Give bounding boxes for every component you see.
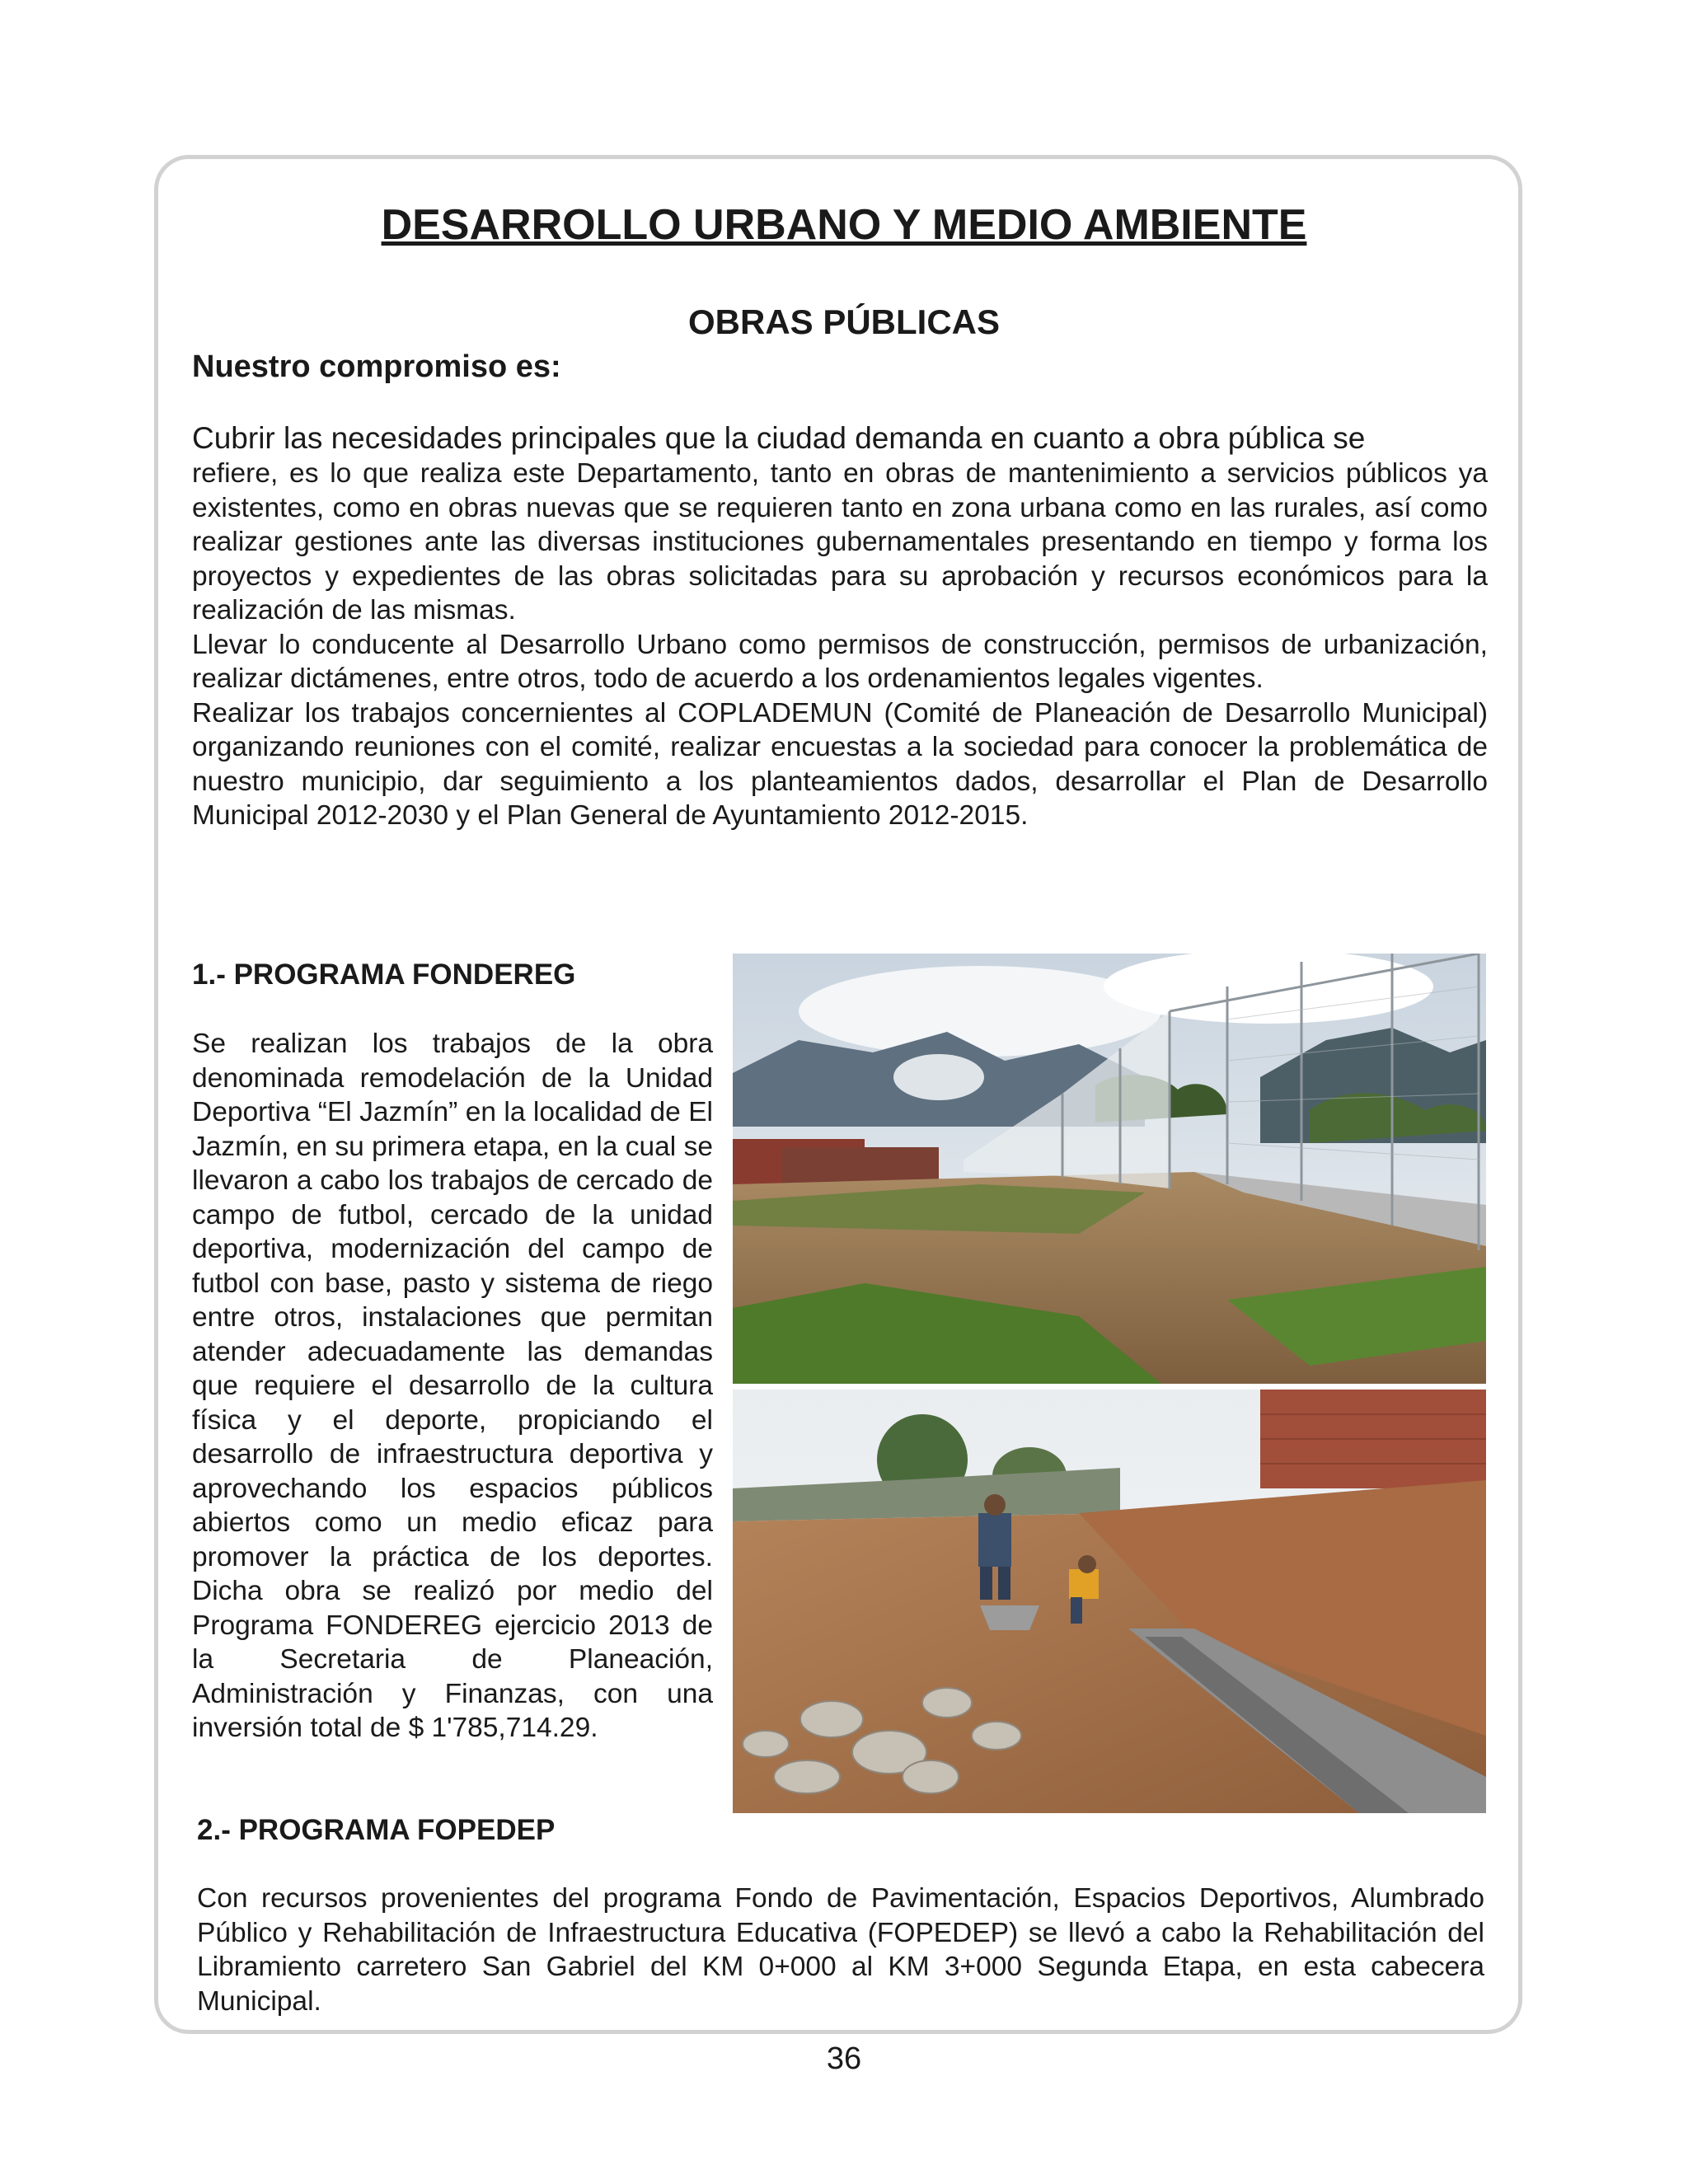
intro-text [192,419,1488,833]
page-number: 36 [826,2041,862,2076]
compromiso-label: Nuestro compromiso es: [192,349,561,384]
photo-sports-field-fence [733,954,1486,1384]
intro-paragraph-3: Realizar los trabajos concernientes al COPLADEMUN (Comité de Planeación de Desarrollo Municipal) organizando reuniones con el comité, realizar encuestas a la sociedad para conocer la problemática de nuestro municipio, dar seguimiento a los planteamientos dados, desarrollar el Plan de Desarrollo Municipal 2012-2030 y el Plan General de Ayuntamiento 2012-2015. [192,697,1488,831]
intro-paragraph-2: Llevar lo conducente al Desarrollo Urbano como permisos de construcción, permisos de urbanización, realizar dictámenes, entre otros, todo de acuerdo a los ordenamientos legales vigentes. [192,629,1488,694]
page-title: DESARROLLO URBANO Y MEDIO AMBIENTE [381,201,1307,249]
section1-body: Se realizan los trabajos de la obra denominada remodelación de la Unidad Deportiva “El Jazmín” en la localidad de El Jazmín, en su primera etapa, en la cual se llevaron a cabo los trabajos de cercado de campo de futbol, cercado de la unidad deportiva, modernización del campo de futbol con base, pasto y sistema de riego entre otros, instalaciones que permitan atender adecuadamente las demandas que requiere el desarrollo de la cultura física y el deporte, propiciando el desarrollo de infraestructura deportiva y aprovechando los espacios públicos abiertos como un medio eficaz para promover la práctica de los deportes. Dicha obra se realizó por medio del Programa FONDEREG ejercicio 2013 de la Secretaria de Planeación, Administración y Finanzas, con una inversión total de $ 1'785,714.29. [192,1029,713,1743]
section-subtitle: OBRAS PÚBLICAS [687,302,1001,341]
intro-paragraph-1: refiere, es lo que realiza este Departamento, tanto en obras de mantenimiento a servicios públicos ya existentes, como en obras nuevas que se requieren tanto en zona urbana como en las rurales, así como realizar gestiones ante las diversas instituciones gubernamentales presentando en tiempo y forma los proyectos y expedientes de las obras solicitadas para su aprobación y recursos económicos para la realización de las mismas. [192,458,1488,626]
intro-lead: Cubrir las necesidades principales que la ciudad demanda en cuanto a obra pública se [192,421,1366,455]
section1-heading: 1.- PROGRAMA FONDEREG [192,958,576,991]
section2-heading: 2.- PROGRAMA FOPEDEP [197,1814,556,1846]
photo-wall-construction [733,1390,1486,1813]
section2-body: Con recursos provenientes del programa Fondo de Pavimentación, Espacios Deportivos, Alumbrado Público y Rehabilitación de Infraestructura Educativa (FOPEDEP) se llevó a cabo la Rehabilitación del Libramiento carretero San Gabriel del KM 0+000 al KM 3+000 Segunda Etapa, en esta cabecera Municipal. [197,1883,1484,2017]
